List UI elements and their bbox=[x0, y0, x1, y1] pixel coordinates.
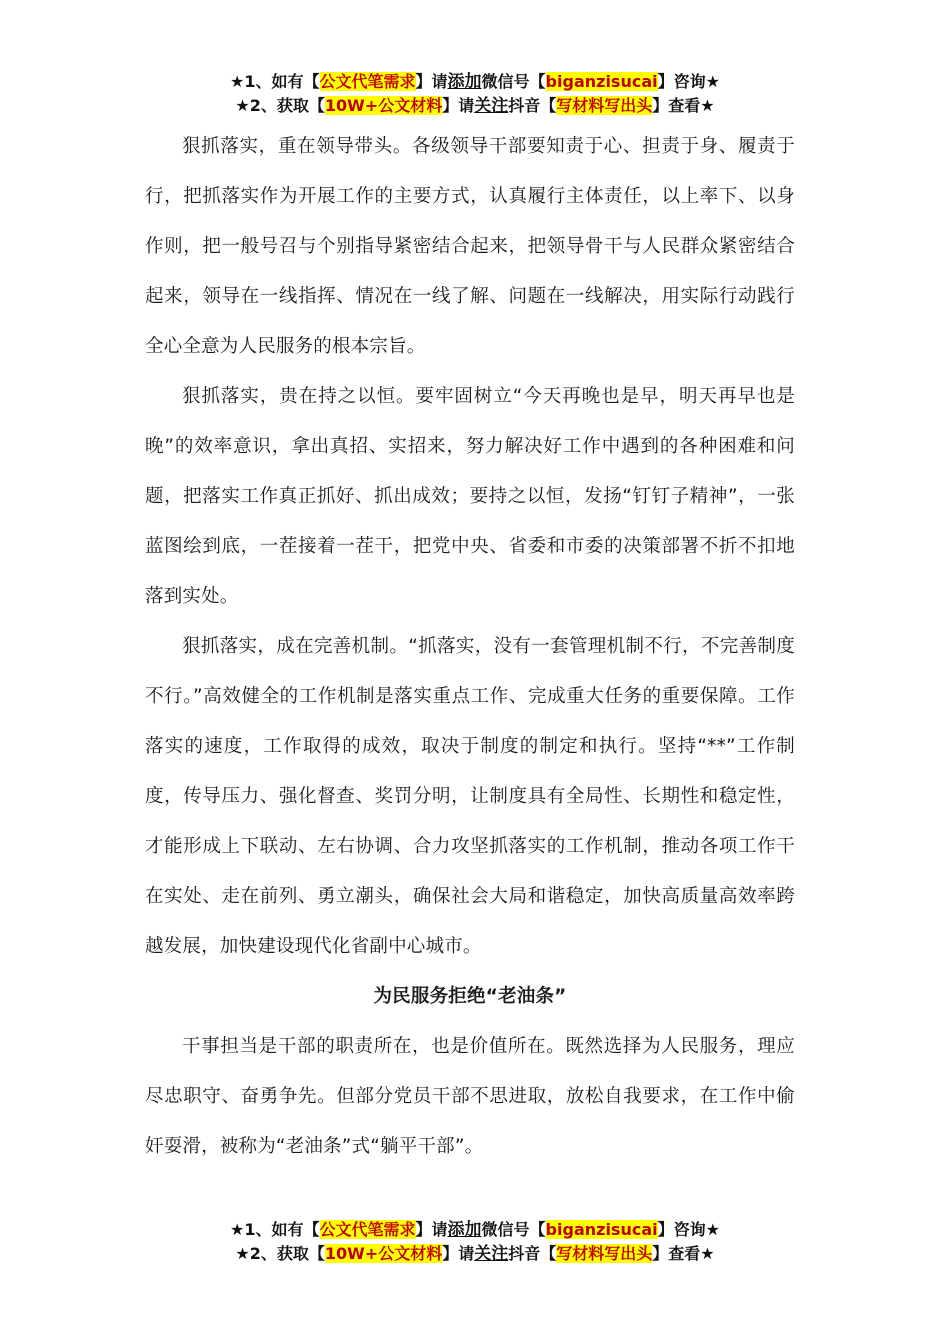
paragraph-responsibility: 干事担当是干部的职责所在，也是价值所在。既然选择为人民服务，理应尽忠职守、奋勇争先。但部分党员干部不思进取，放松自我要求，在工作中偷奸耍滑，被称为“老油条”式“躺平干部”。 bbox=[145, 1036, 795, 1157]
highlight-wechat-id: biganzisucai bbox=[545, 72, 658, 91]
star-icon: ★ bbox=[235, 1244, 250, 1263]
highlight-materials: 10W+公文材料 bbox=[324, 1244, 443, 1263]
banner-text: 抖音【 bbox=[508, 1244, 557, 1263]
banner-text: 抖音【 bbox=[508, 96, 557, 115]
banner-text: 】请 bbox=[415, 72, 448, 91]
banner-text: 】咨询 bbox=[657, 1220, 706, 1239]
banner-text: 1、如有【 bbox=[244, 72, 320, 91]
banner-text: 2、获取【 bbox=[249, 1244, 325, 1263]
highlight-service: 公文代笔需求 bbox=[319, 1220, 416, 1239]
paragraph-perseverance: 狠抓落实，贵在持之以恒。要牢固树立“今天再晚也是早，明天再早也是晚”的效率意识，拿出真招、实招来，努力解决好工作中遇到的各种困难和问题，把落实工作真正抓好、抓出成效；要持之以恒，发扬“钉钉子精神”，一张蓝图绘到底，一茬接着一茬干，把党中央、省委和市委的决策部署不折不扣地落到实处。 bbox=[145, 386, 795, 607]
header-banner-line-2 bbox=[0, 94, 950, 118]
highlight-douyin-account: 写材料写出头 bbox=[556, 96, 653, 115]
banner-text: 】查看 bbox=[652, 1244, 701, 1263]
banner-text: 微信号【 bbox=[481, 1220, 546, 1239]
star-icon: ★ bbox=[700, 1244, 715, 1263]
footer-banner bbox=[0, 1218, 950, 1266]
document-body bbox=[145, 122, 795, 1172]
paragraph-leadership: 狠抓落实，重在领导带头。各级领导干部要知责于心、担责于身、履责于行，把抓落实作为开展工作的主要方式，认真履行主体责任，以上率下、以身作则，把一般号召与个别指导紧密结合起来，把领导骨干与人民群众紧密结合起来，领导在一线指挥、情况在一线了解、问题在一线解决，用实际行动践行全心全意为人民服务的根本宗旨。 bbox=[145, 136, 795, 357]
banner-text: 】咨询 bbox=[657, 72, 706, 91]
banner-text: 】查看 bbox=[652, 96, 701, 115]
banner-text: 】请 bbox=[415, 1220, 448, 1239]
highlight-wechat-id: biganzisucai bbox=[545, 1220, 658, 1239]
banner-text: 2、获取【 bbox=[249, 96, 325, 115]
banner-text: 】请 bbox=[442, 96, 475, 115]
banner-text: 】请 bbox=[442, 1244, 475, 1263]
star-icon: ★ bbox=[705, 72, 720, 91]
star-icon: ★ bbox=[235, 96, 250, 115]
star-icon: ★ bbox=[705, 1220, 720, 1239]
star-icon: ★ bbox=[230, 72, 245, 91]
emphasis-text: 关注 bbox=[474, 96, 509, 116]
emphasis-text: 添加 bbox=[447, 1220, 482, 1240]
star-icon: ★ bbox=[700, 96, 715, 115]
banner-text: 1、如有【 bbox=[244, 1220, 320, 1239]
emphasis-text: 添加 bbox=[447, 72, 482, 92]
footer-banner-line-2 bbox=[0, 1242, 950, 1266]
section-heading: 为民服务拒绝“老油条” bbox=[373, 986, 567, 1007]
banner-text: 微信号【 bbox=[481, 72, 546, 91]
emphasis-text: 关注 bbox=[474, 1244, 509, 1264]
highlight-douyin-account: 写材料写出头 bbox=[556, 1244, 653, 1263]
header-banner-line-1 bbox=[0, 70, 950, 94]
footer-banner-line-1 bbox=[0, 1218, 950, 1242]
header-banner bbox=[0, 70, 950, 118]
paragraph-mechanism: 狠抓落实，成在完善机制。“抓落实，没有一套管理机制不行，不完善制度不行。”高效健全的工作机制是落实重点工作、完成重大任务的重要保障。工作落实的速度，工作取得的成效，取决于制度的制定和执行。坚持“**”工作制度，传导压力、强化督查、奖罚分明，让制度具有全局性、长期性和稳定性，才能形成上下联动、左右协调、合力攻坚抓落实的工作机制，推动各项工作干在实处、走在前列、勇立潮头，确保社会大局和谐稳定，加快高质量高效率跨越发展，加快建设现代化省副中心城市。 bbox=[145, 636, 795, 957]
highlight-service: 公文代笔需求 bbox=[319, 72, 416, 91]
star-icon: ★ bbox=[230, 1220, 245, 1239]
highlight-materials: 10W+公文材料 bbox=[324, 96, 443, 115]
